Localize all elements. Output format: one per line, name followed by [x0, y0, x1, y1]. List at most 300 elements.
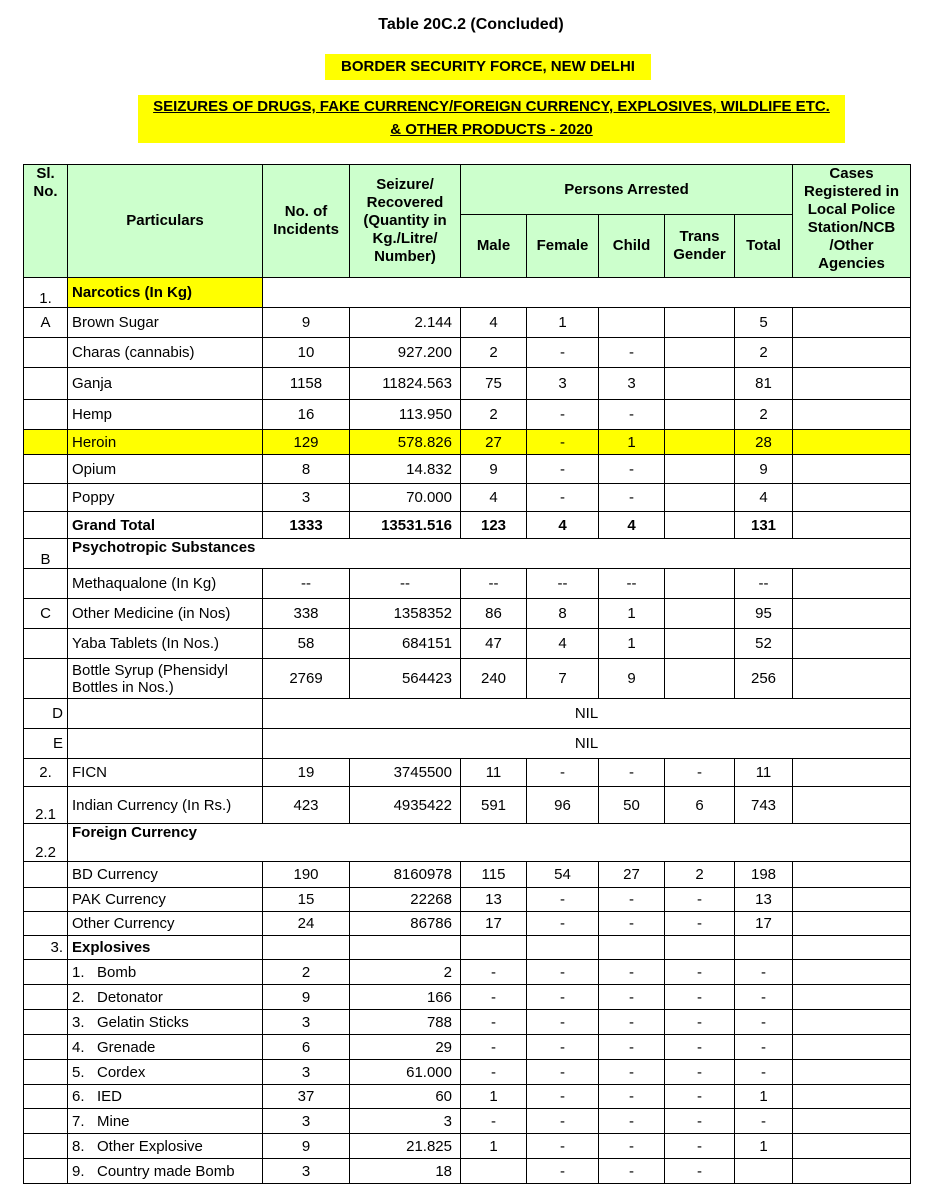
female-cell: 4 [527, 512, 599, 539]
particular-cell: Indian Currency (In Rs.) [68, 787, 263, 824]
sl-cell: 2.2 [24, 824, 68, 862]
cases-cell [793, 1010, 911, 1035]
female-cell: - [527, 455, 599, 484]
sl-cell: C [24, 599, 68, 629]
female-cell: 8 [527, 599, 599, 629]
header-seizure: Seizure/ Recovered (Quantity in Kg./Litre/ Number) [350, 165, 461, 278]
incidents-cell: 58 [263, 629, 350, 659]
cases-cell [793, 484, 911, 512]
child-cell: -- [599, 569, 665, 599]
tg-cell [665, 629, 735, 659]
child-cell: - [599, 1060, 665, 1085]
table-row [24, 759, 911, 787]
particular-cell: Methaqualone (In Kg) [68, 569, 263, 599]
incidents-cell: -- [263, 569, 350, 599]
tg-cell: - [665, 960, 735, 985]
child-cell: - [599, 1109, 665, 1134]
child-cell: 4 [599, 512, 665, 539]
sl-cell [24, 569, 68, 599]
tg-cell [665, 308, 735, 338]
child-cell: - [599, 759, 665, 787]
total-cell: 11 [735, 759, 793, 787]
total-cell: 2 [735, 338, 793, 368]
table-row [24, 1035, 911, 1060]
table-row [24, 368, 911, 400]
male-cell: 75 [461, 368, 527, 400]
seizure-cell: 113.950 [350, 400, 461, 430]
seizure-cell: 166 [350, 985, 461, 1010]
child-cell: - [599, 960, 665, 985]
table-row [24, 629, 911, 659]
sl-cell: A [24, 308, 68, 338]
sl-cell: 3. [24, 936, 68, 960]
table-row [24, 539, 911, 569]
male-cell: - [461, 1010, 527, 1035]
female-cell: - [527, 1085, 599, 1109]
seizure-cell: 86786 [350, 912, 461, 936]
incidents-cell [263, 936, 350, 960]
seizure-cell: 578.826 [350, 430, 461, 455]
total-cell: 1 [735, 1134, 793, 1159]
seizure-cell: 18 [350, 1159, 461, 1184]
particular-cell: Hemp [68, 400, 263, 430]
cases-cell [793, 1134, 911, 1159]
particular-cell: FICN [68, 759, 263, 787]
header-incidents: No. of Incidents [263, 165, 350, 278]
sl-cell [24, 1060, 68, 1085]
incidents-cell: 6 [263, 1035, 350, 1060]
female-cell: - [527, 1035, 599, 1060]
cases-cell [793, 338, 911, 368]
tg-cell [665, 512, 735, 539]
cases-cell [793, 1085, 911, 1109]
empty-cell [263, 278, 911, 308]
sl-cell [24, 512, 68, 539]
seizure-cell: 564423 [350, 659, 461, 699]
male-cell: 86 [461, 599, 527, 629]
section-psychotropic: Psychotropic Substances [68, 539, 911, 569]
cases-cell [793, 599, 911, 629]
tg-cell: - [665, 888, 735, 912]
female-cell: - [527, 484, 599, 512]
incidents-cell: 10 [263, 338, 350, 368]
section-explosives: Explosives [68, 936, 263, 960]
male-cell: 11 [461, 759, 527, 787]
child-cell: 50 [599, 787, 665, 824]
male-cell: 240 [461, 659, 527, 699]
male-cell: 591 [461, 787, 527, 824]
seizure-cell: 3745500 [350, 759, 461, 787]
particular-cell: PAK Currency [68, 888, 263, 912]
table-row [24, 569, 911, 599]
particular-cell: 5. Cordex [68, 1060, 263, 1085]
male-cell: 47 [461, 629, 527, 659]
particular-cell: BD Currency [68, 862, 263, 888]
particular-cell: 3. Gelatin Sticks [68, 1010, 263, 1035]
incidents-cell: 3 [263, 1109, 350, 1134]
tg-cell [665, 599, 735, 629]
organization-heading: BORDER SECURITY FORCE, NEW DELHI [325, 54, 651, 80]
sl-cell [24, 484, 68, 512]
seizure-cell: 8160978 [350, 862, 461, 888]
child-cell: 3 [599, 368, 665, 400]
sl-cell [24, 1085, 68, 1109]
female-cell: 54 [527, 862, 599, 888]
tg-cell [665, 936, 735, 960]
child-cell: - [599, 400, 665, 430]
tg-cell: - [665, 1085, 735, 1109]
sl-cell [24, 430, 68, 455]
particular-cell: Poppy [68, 484, 263, 512]
nil-cell: NIL [263, 699, 911, 729]
female-cell: - [527, 759, 599, 787]
female-cell: - [527, 1159, 599, 1184]
total-cell: 17 [735, 912, 793, 936]
particular-line-2: Bottles in Nos.) [72, 678, 174, 696]
total-cell: 4 [735, 484, 793, 512]
table-row-grand-total [24, 512, 911, 539]
header-cases: Cases Registered in Local Police Station/NCB /Other Agencies [793, 165, 911, 278]
table-row [24, 824, 911, 862]
male-cell: 123 [461, 512, 527, 539]
cases-cell [793, 455, 911, 484]
sl-cell [24, 368, 68, 400]
seizure-cell: 927.200 [350, 338, 461, 368]
tg-cell [665, 400, 735, 430]
incidents-cell: 1333 [263, 512, 350, 539]
child-cell: 1 [599, 430, 665, 455]
child-cell: 9 [599, 659, 665, 699]
tg-cell: - [665, 985, 735, 1010]
total-cell: - [735, 1109, 793, 1134]
table-row [24, 484, 911, 512]
particular-cell: 4. Grenade [68, 1035, 263, 1060]
incidents-cell: 3 [263, 1159, 350, 1184]
total-cell [735, 936, 793, 960]
sl-cell [24, 1109, 68, 1134]
tg-cell [665, 338, 735, 368]
total-cell: 743 [735, 787, 793, 824]
cases-cell [793, 960, 911, 985]
cases-cell [793, 629, 911, 659]
seizure-cell: -- [350, 569, 461, 599]
sl-cell [24, 960, 68, 985]
child-cell [599, 936, 665, 960]
table-row [24, 862, 911, 888]
female-cell: 3 [527, 368, 599, 400]
child-cell: - [599, 1035, 665, 1060]
male-cell: 4 [461, 308, 527, 338]
cases-cell [793, 912, 911, 936]
male-cell: 27 [461, 430, 527, 455]
child-cell: - [599, 888, 665, 912]
tg-cell: - [665, 1035, 735, 1060]
total-cell: 9 [735, 455, 793, 484]
seizure-cell: 3 [350, 1109, 461, 1134]
total-cell: -- [735, 569, 793, 599]
table-row [24, 455, 911, 484]
incidents-cell: 190 [263, 862, 350, 888]
table-row [24, 699, 911, 729]
incidents-cell: 19 [263, 759, 350, 787]
incidents-cell: 9 [263, 985, 350, 1010]
seizures-table [23, 164, 911, 1184]
tg-cell: - [665, 1109, 735, 1134]
cases-cell [793, 430, 911, 455]
cases-cell [793, 1035, 911, 1060]
total-cell: 5 [735, 308, 793, 338]
subtitle-line-1: SEIZURES OF DRUGS, FAKE CURRENCY/FOREIGN CURRENCY, EXPLOSIVES, WILDLIFE ETC. [153, 98, 830, 115]
incidents-cell: 9 [263, 1134, 350, 1159]
female-cell: - [527, 888, 599, 912]
seizure-cell: 1358352 [350, 599, 461, 629]
cases-cell [793, 936, 911, 960]
child-cell: - [599, 1159, 665, 1184]
particular-cell [68, 699, 263, 729]
male-cell: -- [461, 569, 527, 599]
incidents-cell: 16 [263, 400, 350, 430]
female-cell: 4 [527, 629, 599, 659]
incidents-cell: 1158 [263, 368, 350, 400]
table-row [24, 1060, 911, 1085]
tg-cell: - [665, 759, 735, 787]
header-sl-no: Sl. No. [24, 165, 68, 278]
incidents-cell: 423 [263, 787, 350, 824]
incidents-cell: 3 [263, 484, 350, 512]
child-cell: - [599, 455, 665, 484]
female-cell: - [527, 912, 599, 936]
tg-cell [665, 455, 735, 484]
cases-cell [793, 888, 911, 912]
header-particulars: Particulars [68, 165, 263, 278]
particular-cell: 1. Bomb [68, 960, 263, 985]
particular-cell: Ganja [68, 368, 263, 400]
table-row [24, 308, 911, 338]
child-cell [599, 308, 665, 338]
incidents-cell: 9 [263, 308, 350, 338]
total-cell [735, 1159, 793, 1184]
particular-line-1: Bottle Syrup (Phensidyl [72, 661, 228, 679]
male-cell: 2 [461, 400, 527, 430]
tg-cell [665, 368, 735, 400]
particular-cell: Opium [68, 455, 263, 484]
total-cell: 95 [735, 599, 793, 629]
child-cell: - [599, 985, 665, 1010]
table-row [24, 912, 911, 936]
incidents-cell: 2 [263, 960, 350, 985]
child-cell: - [599, 484, 665, 512]
header-male: Male [461, 215, 527, 278]
particular-cell: Other Medicine (in Nos) [68, 599, 263, 629]
particular-cell: Other Currency [68, 912, 263, 936]
male-cell: - [461, 985, 527, 1010]
header-persons-arrested: Persons Arrested [461, 165, 793, 215]
header-trans-gender: Trans Gender [665, 215, 735, 278]
seizure-cell: 22268 [350, 888, 461, 912]
sl-cell [24, 1134, 68, 1159]
table-row [24, 1134, 911, 1159]
particular-cell: 7. Mine [68, 1109, 263, 1134]
cases-cell [793, 400, 911, 430]
cases-cell [793, 659, 911, 699]
tg-cell: - [665, 1010, 735, 1035]
table-row [24, 599, 911, 629]
cases-cell [793, 569, 911, 599]
table-row [24, 1109, 911, 1134]
table-row [24, 729, 911, 759]
total-cell: 28 [735, 430, 793, 455]
seizure-cell: 21.825 [350, 1134, 461, 1159]
incidents-cell: 3 [263, 1010, 350, 1035]
table-row [24, 278, 911, 308]
tg-cell [665, 569, 735, 599]
cases-cell [793, 759, 911, 787]
table-row [24, 787, 911, 824]
particular-cell [68, 659, 263, 699]
sl-cell [24, 1159, 68, 1184]
total-cell: - [735, 960, 793, 985]
particular-cell: Yaba Tablets (In Nos.) [68, 629, 263, 659]
male-cell: 17 [461, 912, 527, 936]
sl-cell [24, 455, 68, 484]
cases-cell [793, 308, 911, 338]
sl-cell: 2.1 [24, 787, 68, 824]
sl-cell [24, 400, 68, 430]
male-cell: - [461, 1109, 527, 1134]
seizure-cell: 29 [350, 1035, 461, 1060]
seizure-cell: 70.000 [350, 484, 461, 512]
incidents-cell: 2769 [263, 659, 350, 699]
tg-cell [665, 430, 735, 455]
male-cell: 4 [461, 484, 527, 512]
total-cell: 131 [735, 512, 793, 539]
total-cell: - [735, 1010, 793, 1035]
table-title: Table 20C.2 (Concluded) [378, 16, 564, 33]
particular-cell: Grand Total [68, 512, 263, 539]
sl-cell [24, 659, 68, 699]
header-child: Child [599, 215, 665, 278]
sl-cell [24, 1010, 68, 1035]
child-cell: - [599, 1134, 665, 1159]
female-cell: - [527, 1134, 599, 1159]
male-cell: 2 [461, 338, 527, 368]
male-cell: 1 [461, 1085, 527, 1109]
child-cell: 27 [599, 862, 665, 888]
particular-cell: 2. Detonator [68, 985, 263, 1010]
male-cell: - [461, 1060, 527, 1085]
table-row [24, 659, 911, 699]
cases-cell [793, 368, 911, 400]
child-cell: - [599, 912, 665, 936]
tg-cell [665, 484, 735, 512]
table-row [24, 888, 911, 912]
cases-cell [793, 862, 911, 888]
female-cell: - [527, 1010, 599, 1035]
total-cell: 198 [735, 862, 793, 888]
male-cell: 13 [461, 888, 527, 912]
tg-cell: 6 [665, 787, 735, 824]
incidents-cell: 129 [263, 430, 350, 455]
table-row [24, 936, 911, 960]
seizure-cell [350, 936, 461, 960]
particular-cell: 9. Country made Bomb [68, 1159, 263, 1184]
female-cell: 7 [527, 659, 599, 699]
sl-cell [24, 985, 68, 1010]
cases-cell [793, 1060, 911, 1085]
sl-cell [24, 888, 68, 912]
seizure-cell: 684151 [350, 629, 461, 659]
tg-cell: 2 [665, 862, 735, 888]
particular-cell: Heroin [68, 430, 263, 455]
subtitle-line-2: & OTHER PRODUCTS - 2020 [390, 121, 593, 138]
child-cell: 1 [599, 629, 665, 659]
female-cell: - [527, 1109, 599, 1134]
sl-cell: B [24, 539, 68, 569]
table-row [24, 1159, 911, 1184]
female-cell: 1 [527, 308, 599, 338]
total-cell: 81 [735, 368, 793, 400]
table-row [24, 338, 911, 368]
sl-cell: 2. [24, 759, 68, 787]
total-cell: 2 [735, 400, 793, 430]
incidents-cell: 15 [263, 888, 350, 912]
particular-cell: Charas (cannabis) [68, 338, 263, 368]
incidents-cell: 338 [263, 599, 350, 629]
total-cell: 52 [735, 629, 793, 659]
child-cell: 1 [599, 599, 665, 629]
sl-cell: 1. [24, 278, 68, 308]
tg-cell: - [665, 1134, 735, 1159]
seizure-cell: 2 [350, 960, 461, 985]
male-cell [461, 936, 527, 960]
male-cell: - [461, 960, 527, 985]
table-row [24, 400, 911, 430]
incidents-cell: 8 [263, 455, 350, 484]
tg-cell: - [665, 1159, 735, 1184]
child-cell: - [599, 338, 665, 368]
female-cell: - [527, 338, 599, 368]
female-cell: - [527, 1060, 599, 1085]
female-cell: - [527, 400, 599, 430]
sl-cell [24, 1035, 68, 1060]
tg-cell: - [665, 1060, 735, 1085]
child-cell: - [599, 1085, 665, 1109]
male-cell [461, 1159, 527, 1184]
header-female: Female [527, 215, 599, 278]
seizure-cell: 11824.563 [350, 368, 461, 400]
section-narcotics: Narcotics (In Kg) [68, 278, 263, 308]
particular-cell: 6. IED [68, 1085, 263, 1109]
total-cell: - [735, 985, 793, 1010]
seizure-cell: 60 [350, 1085, 461, 1109]
female-cell: 96 [527, 787, 599, 824]
tg-cell: - [665, 912, 735, 936]
sl-cell: E [24, 729, 68, 759]
table-row-heroin [24, 430, 911, 455]
male-cell: 115 [461, 862, 527, 888]
cases-cell [793, 985, 911, 1010]
incidents-cell: 37 [263, 1085, 350, 1109]
particular-cell: Brown Sugar [68, 308, 263, 338]
table-row [24, 960, 911, 985]
incidents-cell: 24 [263, 912, 350, 936]
section-foreign-currency: Foreign Currency [68, 824, 911, 862]
total-cell: - [735, 1035, 793, 1060]
total-cell: - [735, 1060, 793, 1085]
female-cell [527, 936, 599, 960]
total-cell: 1 [735, 1085, 793, 1109]
incidents-cell: 3 [263, 1060, 350, 1085]
